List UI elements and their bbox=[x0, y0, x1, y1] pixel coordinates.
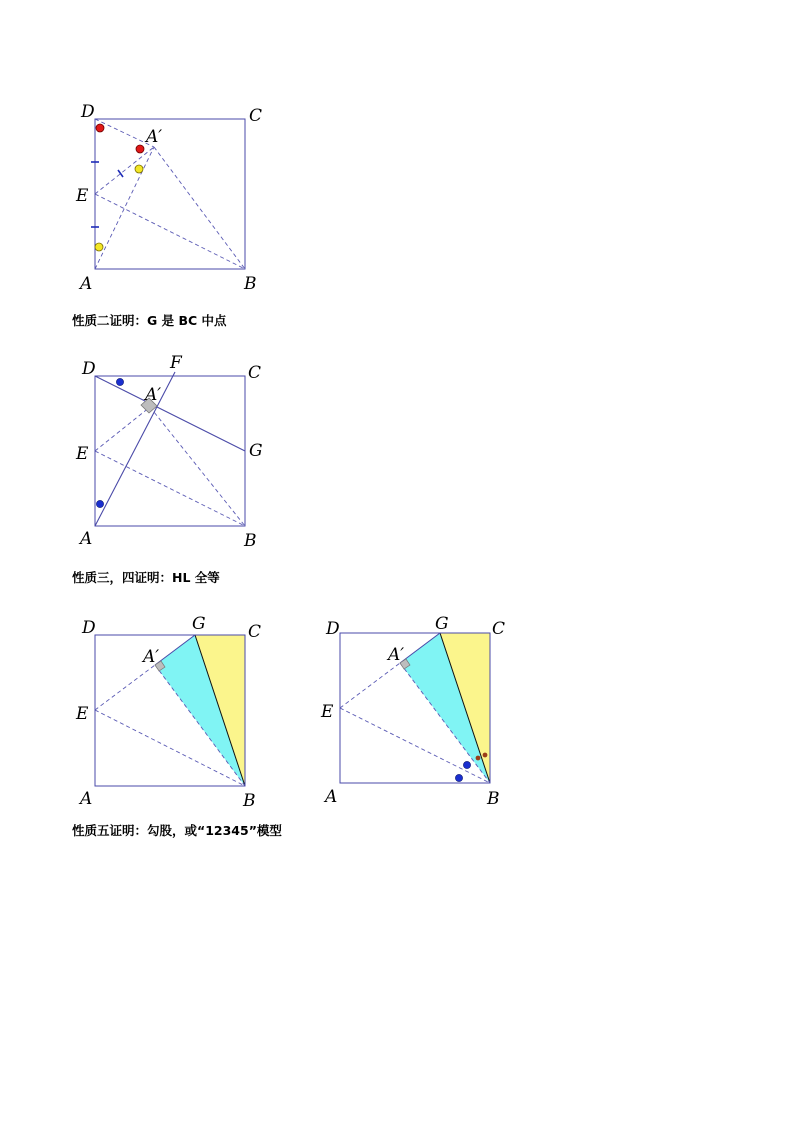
segment-e-b bbox=[95, 194, 245, 269]
label-b: B bbox=[243, 791, 256, 811]
segment-e-aprime bbox=[95, 407, 150, 451]
square-abcd bbox=[95, 119, 245, 269]
label-g: G bbox=[435, 614, 449, 634]
label-d: D bbox=[82, 618, 96, 638]
figure-1 bbox=[75, 102, 262, 294]
caption-property-3-4: 性质三，四证明：HL 全等 bbox=[72, 570, 220, 585]
label-g: G bbox=[192, 614, 206, 634]
angle-marker-blue bbox=[116, 378, 123, 385]
label-c: C bbox=[248, 363, 262, 383]
label-a: A bbox=[80, 529, 93, 549]
label-d: D bbox=[82, 359, 96, 379]
label-g: G bbox=[249, 441, 263, 461]
label-a-prime: A′ bbox=[388, 645, 405, 665]
angle-marker-blue bbox=[455, 774, 462, 781]
angle-marker-yellow bbox=[135, 165, 143, 173]
angle-marker-blue bbox=[463, 761, 470, 768]
label-a-prime: A′ bbox=[145, 385, 162, 405]
angle-marker-red bbox=[96, 124, 104, 132]
caption-property-2: 性质二证明：G 是 BC 中点 bbox=[72, 313, 227, 328]
label-d: D bbox=[81, 102, 95, 122]
label-f: F bbox=[170, 353, 182, 373]
segment-d-g bbox=[95, 376, 245, 451]
square-abcd bbox=[95, 376, 245, 526]
segment-a-aprime bbox=[95, 147, 154, 269]
caption-property-5: 性质五证明：勾股，或“12345”模型 bbox=[72, 823, 282, 838]
label-c: C bbox=[492, 619, 506, 639]
label-e: E bbox=[76, 186, 89, 206]
figure-3 bbox=[75, 614, 261, 811]
angle-marker-brown bbox=[476, 756, 481, 761]
label-e: E bbox=[321, 702, 334, 722]
angle-marker-red bbox=[136, 145, 144, 153]
angle-marker-blue bbox=[96, 500, 103, 507]
segment-e-aprime bbox=[95, 147, 154, 194]
label-b: B bbox=[244, 274, 257, 294]
segment-aprime-b bbox=[150, 407, 245, 526]
label-b: B bbox=[244, 531, 257, 551]
label-e: E bbox=[76, 704, 89, 724]
figure-2 bbox=[75, 353, 263, 551]
label-a-prime: A′ bbox=[146, 127, 163, 147]
figure-4 bbox=[320, 614, 505, 809]
equal-tick-mark bbox=[118, 170, 123, 177]
label-c: C bbox=[249, 106, 263, 126]
angle-marker-brown bbox=[483, 753, 488, 758]
label-c: C bbox=[248, 622, 262, 642]
label-a: A bbox=[325, 787, 338, 807]
label-d: D bbox=[326, 619, 340, 639]
label-a: A bbox=[80, 789, 93, 809]
segment-a-f bbox=[95, 372, 175, 526]
label-a: A bbox=[80, 274, 93, 294]
segment-e-aprime bbox=[95, 665, 155, 710]
label-a-prime: A′ bbox=[143, 647, 160, 667]
segment-aprime-b bbox=[154, 147, 245, 269]
segment-e-aprime bbox=[340, 663, 400, 708]
label-b: B bbox=[487, 789, 500, 809]
angle-marker-yellow bbox=[95, 243, 103, 251]
label-e: E bbox=[76, 444, 89, 464]
segment-e-b bbox=[95, 451, 245, 526]
